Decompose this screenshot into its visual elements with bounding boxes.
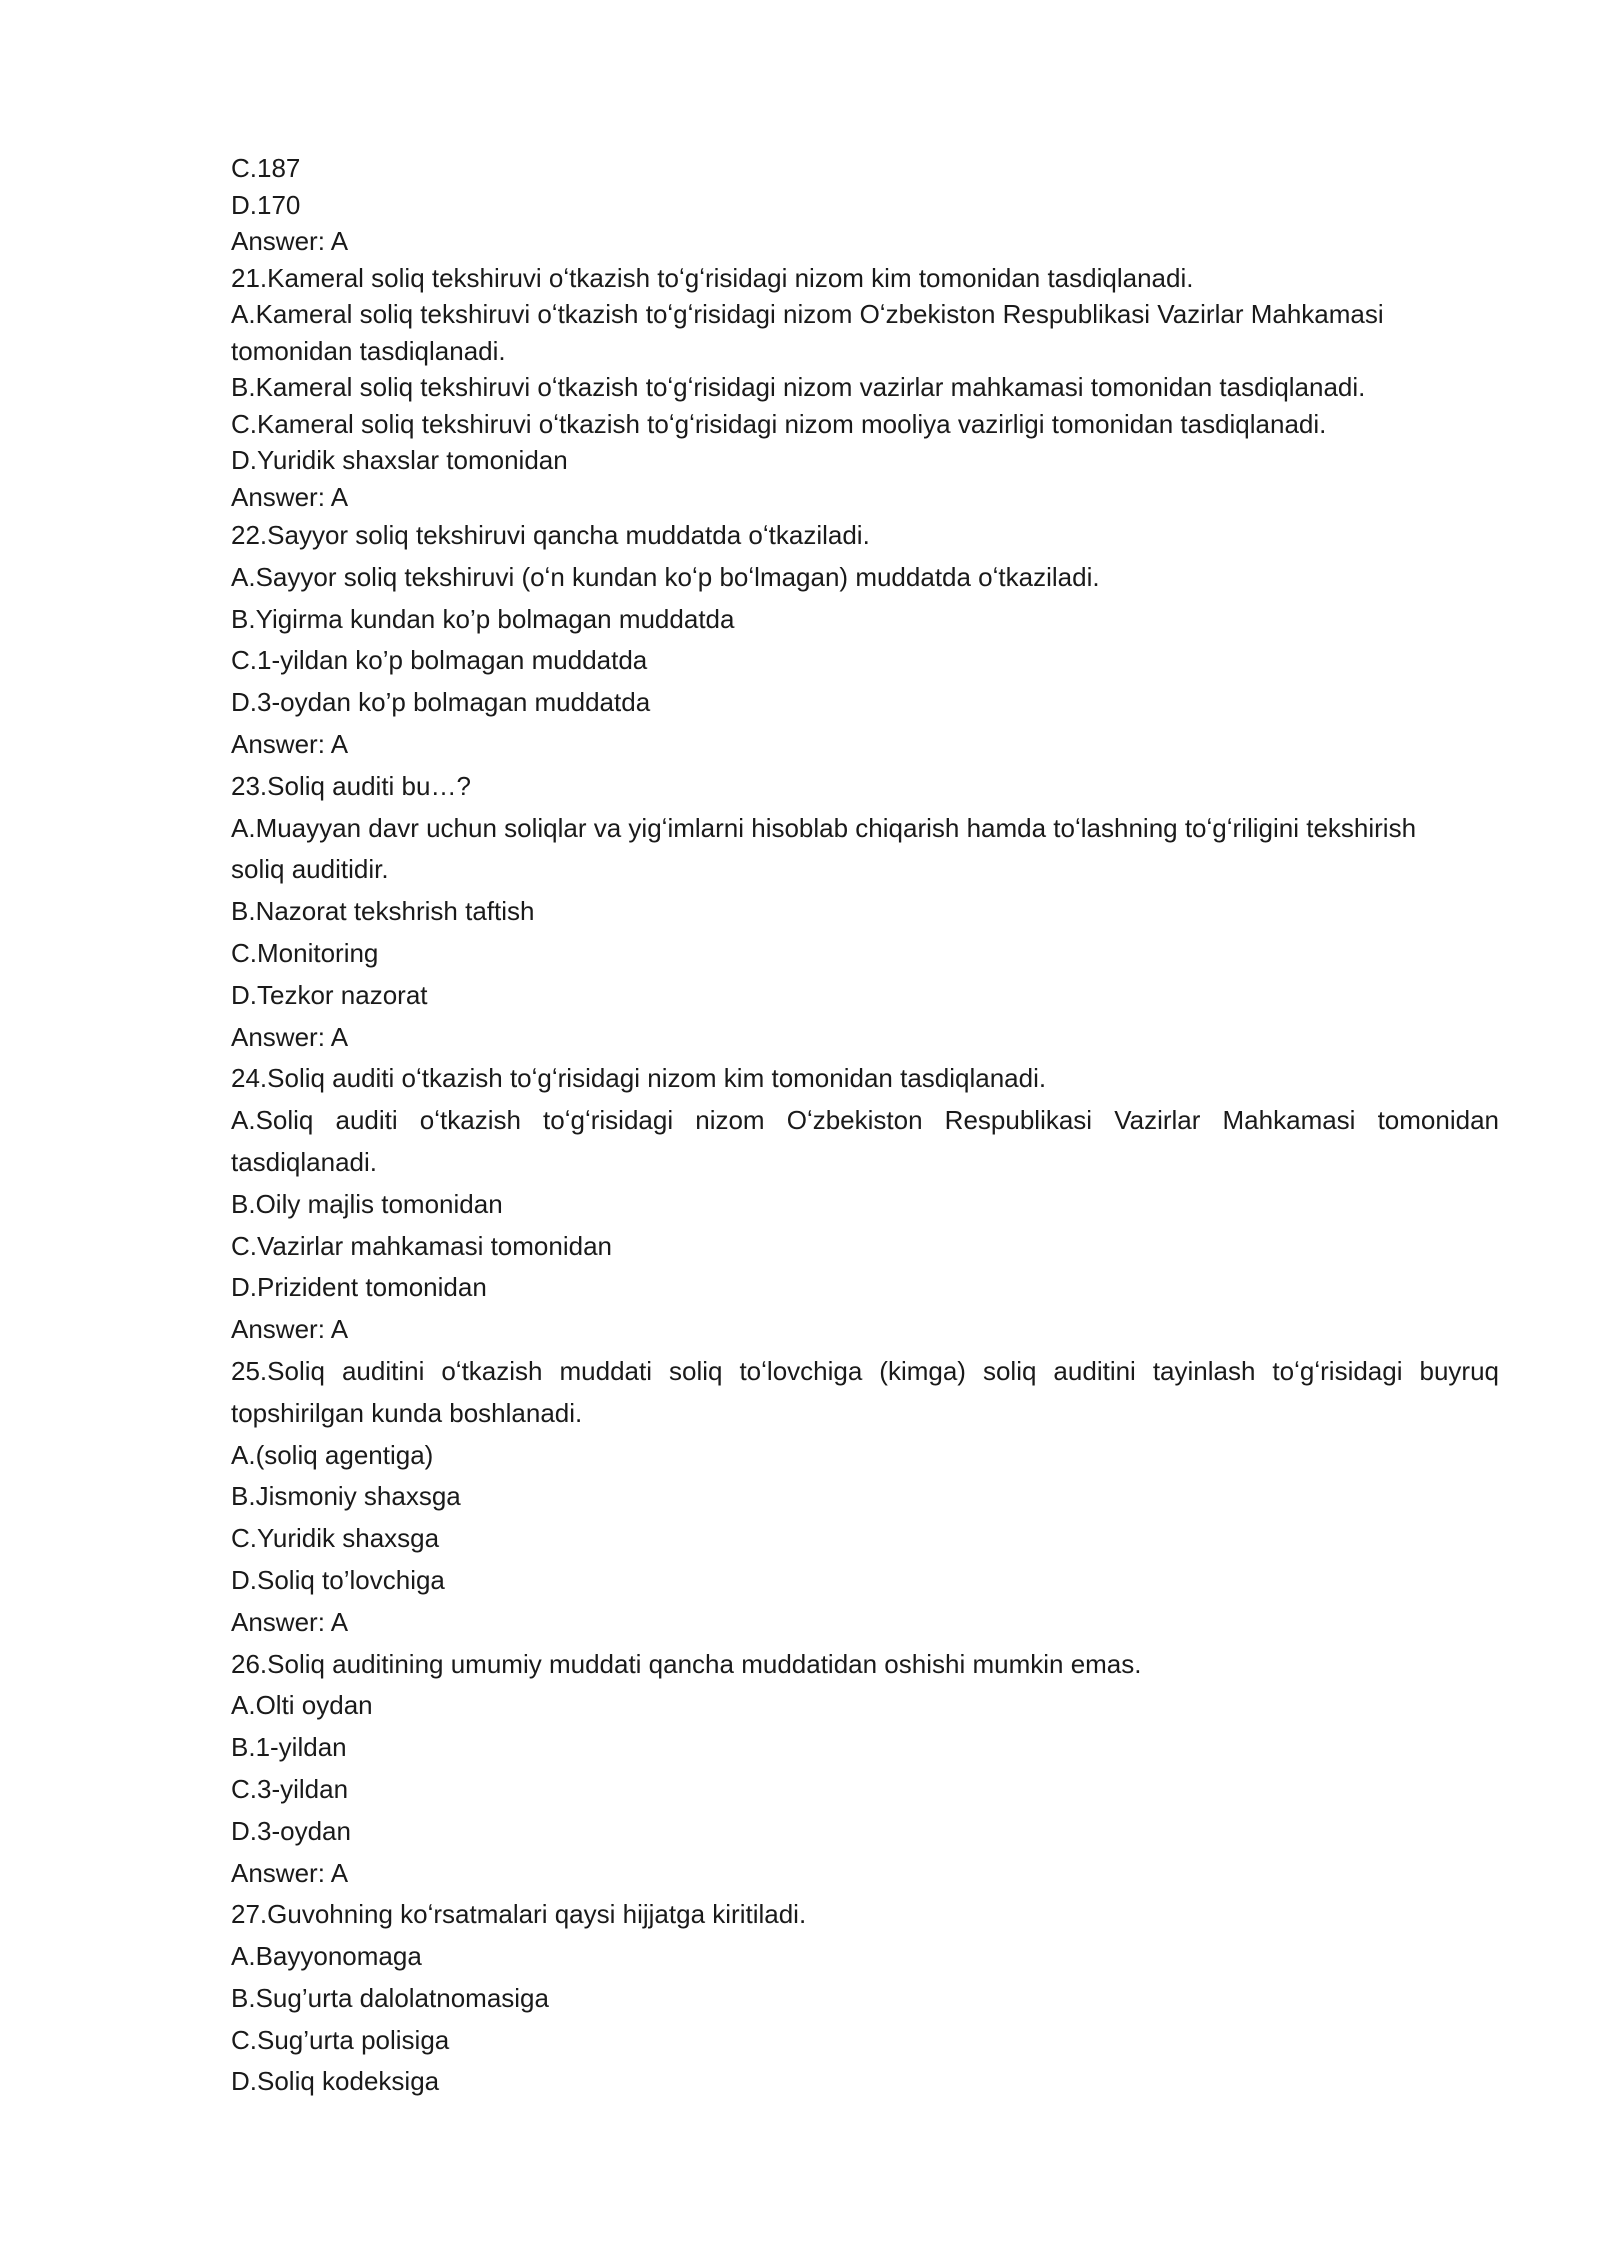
answer-q23: Answer: A	[231, 1021, 349, 1052]
option-b-q22: B.Yigirma kundan ko’p bolmagan muddatda	[231, 603, 735, 634]
question-24: 24.Soliq auditi oʻtkazish toʻgʻrisidagi nizom kim tomonidan tasdiqlanadi.	[231, 1063, 1047, 1094]
option-b-q27: B.Sug’urta dalolatnomasiga	[231, 1982, 549, 2013]
option-c-q21: C.Kameral soliq tekshiruvi oʻtkazish toʻgʻrisidagi nizom mooliya vazirligi tomonidan tasdiqlanadi.	[231, 408, 1327, 439]
option-d-q25: D.Soliq to’lovchiga	[231, 1564, 445, 1595]
option-c-q27: C.Sug’urta polisiga	[231, 2024, 450, 2055]
option-d-q26: D.3-oydan	[231, 1815, 351, 1846]
option-d-q22: D.3-oydan ko’p bolmagan muddatda	[231, 687, 651, 718]
option-a-q24-line1: A.Soliq auditi oʻtkazish toʻgʻrisidagi nizom Oʻzbekiston Respublikasi Vazirlar Mahkamasi tomonidan	[231, 1105, 1499, 1136]
option-d-q21: D.Yuridik shaxslar tomonidan	[231, 445, 568, 475]
option-c-q25: C.Yuridik shaxsga	[231, 1523, 440, 1554]
questions-block-spaced	[231, 515, 1499, 2103]
option-a-q25: A.(soliq agentiga)	[231, 1439, 434, 1470]
answer-q20: Answer: A	[231, 226, 349, 256]
question-22: 22.Sayyor soliq tekshiruvi qancha muddatda oʻtkaziladi.	[231, 520, 870, 550]
question-25-line1: 25.Soliq auditini oʻtkazish muddati soliq toʻlovchiga (kimga) soliq auditini tayinlash toʻgʻrisidagi buyruq	[231, 1355, 1499, 1386]
option-a-q23-line1: A.Muayyan davr uchun soliqlar va yigʻimlarni hisoblab chiqarish hamda toʻlashning toʻgʻriligini tekshirish	[231, 812, 1417, 843]
option-a-q23-line2: soliq auditidir.	[231, 854, 389, 885]
option-a-q24-line2: tasdiqlanadi.	[231, 1146, 377, 1177]
option-b-q23: B.Nazorat tekshrish taftish	[231, 896, 535, 927]
option-d-q27: D.Soliq kodeksiga	[231, 2066, 440, 2097]
document-body	[231, 150, 1499, 2103]
answer-q22: Answer: A	[231, 728, 349, 759]
option-a-q21-line2: tomonidan tasdiqlanadi.	[231, 335, 506, 366]
question-26: 26.Soliq auditining umumiy muddati qancha muddatidan oshishi mumkin emas.	[231, 1648, 1142, 1679]
option-c-q26: C.3-yildan	[231, 1773, 349, 1804]
option-c-q20: C.187	[231, 153, 301, 183]
question-21: 21.Kameral soliq tekshiruvi oʻtkazish toʻgʻrisidagi nizom kim tomonidan tasdiqlanadi.	[231, 262, 1194, 293]
option-b-q21: B.Kameral soliq tekshiruvi oʻtkazish toʻgʻrisidagi nizom vazirlar mahkamasi tomonidan tasdiqlanadi.	[231, 372, 1366, 402]
question-27: 27.Guvohning koʻrsatmalari qaysi hijjatga kiritiladi.	[231, 1899, 807, 1930]
option-b-q25: B.Jismoniy shaxsga	[231, 1481, 461, 1512]
option-c-q24: C.Vazirlar mahkamasi tomonidan	[231, 1230, 612, 1261]
option-a-q26: A.Olti oydan	[231, 1690, 373, 1721]
option-d-q23: D.Tezkor nazorat	[231, 979, 428, 1010]
answer-q24: Answer: A	[231, 1314, 349, 1345]
question-23: 23.Soliq auditi bu…?	[231, 770, 471, 801]
option-b-q24: B.Oily majlis tomonidan	[231, 1188, 503, 1219]
answer-q25: Answer: A	[231, 1606, 349, 1637]
question-25-line2: topshirilgan kunda boshlanadi.	[231, 1397, 583, 1428]
answer-q21: Answer: A	[231, 481, 349, 512]
option-b-q26: B.1-yildan	[231, 1732, 347, 1763]
option-a-q22: A.Sayyor soliq tekshiruvi (oʻn kundan koʻp boʻlmagan) muddatda oʻtkaziladi.	[231, 561, 1100, 592]
option-c-q22: C.1-yildan ko’p bolmagan muddatda	[231, 645, 648, 676]
option-d-q20: D.170	[231, 189, 301, 220]
option-a-q21-line1: A.Kameral soliq tekshiruvi oʻtkazish toʻgʻrisidagi nizom Oʻzbekiston Respublikasi Vazirlar Mahkamasi	[231, 299, 1384, 329]
answer-q26: Answer: A	[231, 1857, 349, 1888]
option-d-q24: D.Prizident tomonidan	[231, 1272, 487, 1303]
option-a-q27: A.Bayyonomaga	[231, 1941, 422, 1972]
questions-block-tight	[231, 150, 1499, 515]
option-c-q23: C.Monitoring	[231, 937, 379, 968]
